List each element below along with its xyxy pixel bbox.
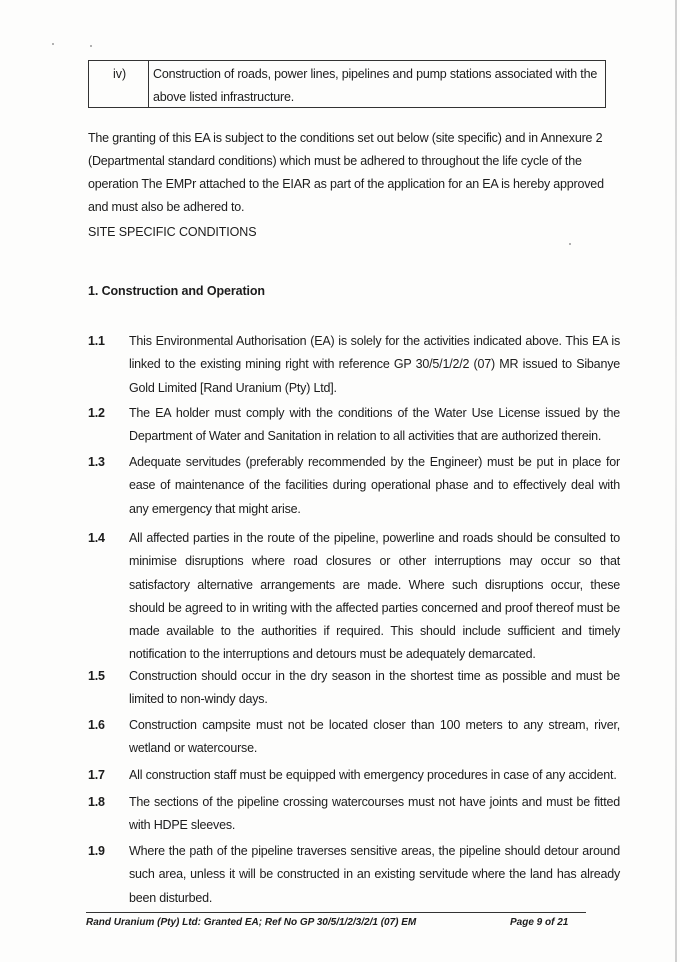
condition-text: This Environmental Authorisation (EA) is solely for the activities indicated above. This EA is linked to the existing mining right with reference GP 30/5/1/2/2 (07) MR issued to Sibanye Gold Limited [Rand Uranium (Pty) Ltd].: [129, 334, 620, 395]
footer-reference: Rand Uranium (Pty) Ltd: Granted EA; Ref No GP 30/5/1/2/3/2/1 (07) EM: [86, 917, 417, 928]
table-item-number: iv): [89, 61, 149, 107]
condition-text: Adequate servitudes (preferably recommended by the Engineer) must be put in place for ease of maintenance of the facilities during operational phase and to effectively deal with any emergency that might arise.: [129, 455, 620, 516]
condition-item: [88, 764, 620, 787]
condition-item: [88, 451, 620, 521]
condition-item: [88, 665, 620, 712]
condition-text: Where the path of the pipeline traverses sensitive areas, the pipeline should detour around such area, unless it will be constructed in an existing servitude where the land has already been disturbed.: [129, 844, 620, 905]
condition-item: [88, 402, 620, 449]
condition-item: [88, 714, 620, 761]
scan-speck: [52, 43, 54, 45]
section-heading: SITE SPECIFIC CONDITIONS: [88, 225, 257, 239]
condition-number: 1.3: [88, 455, 105, 469]
footer-divider: [86, 912, 586, 913]
condition-number: 1.4: [88, 531, 105, 545]
condition-number: 1.6: [88, 718, 105, 732]
scan-speck: [90, 45, 92, 47]
condition-number: 1.9: [88, 844, 105, 858]
condition-number: 1.8: [88, 795, 105, 809]
scan-speck: [569, 243, 571, 245]
condition-text: The EA holder must comply with the conditions of the Water Use License issued by the Department of Water and Sanitation in relation to all activities that are authorized therein.: [129, 406, 620, 444]
condition-number: 1.2: [88, 406, 105, 420]
listed-activity-table: [88, 60, 606, 108]
condition-text: All construction staff must be equipped with emergency procedures in case of any accident.: [129, 768, 617, 782]
condition-number: 1.5: [88, 669, 105, 683]
condition-text: Construction should occur in the dry season in the shortest time as possible and must be limited to non-windy days.: [129, 669, 620, 707]
condition-number: 1.7: [88, 768, 105, 782]
condition-text: All affected parties in the route of the pipeline, powerline and roads should be consulted to minimise disruptions where road closures or other interruptions may occur so that satisfactory alternative arrangements are made. Where such disruptions occur, these should be agreed to in writing with the affected parties concerned and proof thereof must be made available to the authorities if required. This should include sufficient and timely notification to the interruptions and detours must be adequately demarcated.: [129, 531, 620, 662]
scan-edge: [675, 0, 677, 962]
intro-paragraph: The granting of this EA is subject to the conditions set out below (site specific) and in Annexure 2 (Departmental standard conditions) which must be adhered to throughout the life cycle of the operation The EMPr attached to the EIAR as part of the application for an EA is hereby approved and must also be adhered to.: [88, 131, 604, 214]
condition-item: [88, 527, 620, 667]
condition-number: 1.1: [88, 334, 105, 348]
table-item-text: Construction of roads, power lines, pipelines and pump stations associated with the above listed infrastructure.: [153, 67, 598, 104]
page-number: Page 9 of 21: [510, 917, 569, 928]
condition-item: [88, 840, 620, 910]
condition-item: [88, 791, 620, 838]
subsection-heading: 1. Construction and Operation: [88, 284, 265, 298]
condition-item: [88, 330, 620, 400]
condition-text: The sections of the pipeline crossing watercourses must not have joints and must be fitted with HDPE sleeves.: [129, 795, 620, 833]
condition-text: Construction campsite must not be located closer than 100 meters to any stream, river, wetland or watercourse.: [129, 718, 620, 756]
